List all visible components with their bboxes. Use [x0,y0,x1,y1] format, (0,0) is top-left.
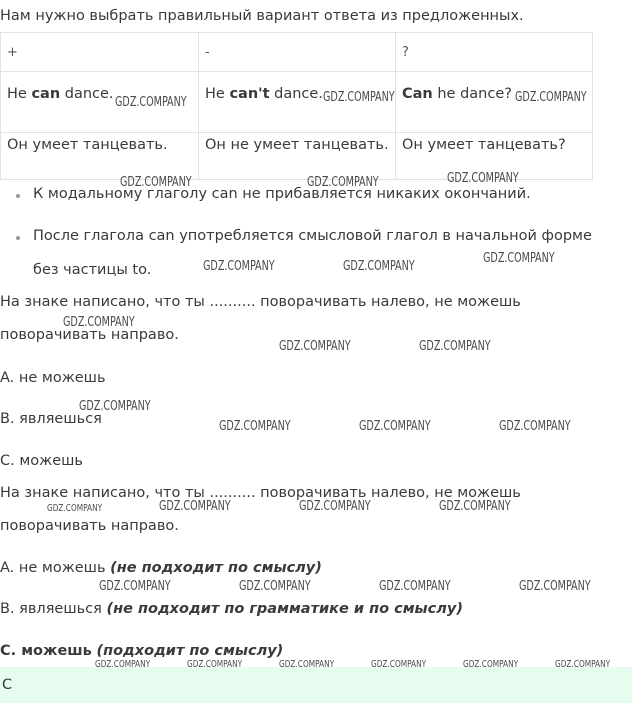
question-1-line-2: поворачивать направо. [0,327,179,343]
watermark: GDZ.COMPANY [307,175,379,190]
answer-box [0,667,632,703]
watermark: GDZ.COMPANY [279,659,335,670]
watermark: GDZ.COMPANY [99,579,171,594]
watermark: GDZ.COMPANY [343,259,415,274]
watermark: GDZ.COMPANY [239,579,311,594]
cell-question-en: Can he dance? [396,72,593,133]
question-1-option-a: A. не можешь [0,370,106,386]
answer-option-b: B. являешься (не подходит по грамматике и по смыслу) [0,601,463,617]
can-table [0,32,593,180]
watermark: GDZ.COMPANY [47,503,103,514]
watermark: GDZ.COMPANY [359,419,431,434]
answer-option-c: C. можешь (подходит по смыслу) [0,643,284,659]
watermark: GDZ.COMPANY [519,579,591,594]
watermark: GDZ.COMPANY [439,499,511,514]
watermark: GDZ.COMPANY [483,251,555,266]
watermark: GDZ.COMPANY [63,315,135,330]
watermark: GDZ.COMPANY [463,659,519,670]
watermark: GDZ.COMPANY [159,499,231,514]
watermark: GDZ.COMPANY [203,259,275,274]
answer-value: C [2,677,13,693]
cell-negative-ru: Он не умеет танцевать. [199,133,396,180]
watermark: GDZ.COMPANY [187,659,243,670]
watermark: GDZ.COMPANY [115,95,187,110]
col-header-question: ? [396,33,593,72]
bullet-item: После глагола can употребляется смысловой глагол в начальной форме [18,228,577,244]
watermark: GDZ.COMPANY [555,659,611,670]
watermark: GDZ.COMPANY [95,659,151,670]
watermark: GDZ.COMPANY [120,175,192,190]
cell-question-ru: Он умеет танцевать? [396,133,593,180]
intro-text: Нам нужно выбрать правильный вариант ответа из предложенных. [0,8,524,24]
watermark: GDZ.COMPANY [515,90,587,105]
cell-affirmative-ru: Он умеет танцевать. [1,133,199,180]
col-header-plus: + [1,33,199,72]
answer-option-a: A. не можешь (не подходит по смыслу) [0,560,322,576]
question-1-option-c: C. можешь [0,453,83,469]
watermark: GDZ.COMPANY [219,419,291,434]
question-1-line-1: На знаке написано, что ты .......... поворачивать налево, не можешь [0,294,521,310]
bullet-continuation: без частицы to. [33,262,152,278]
cell-negative-en: He can't dance. [199,72,396,133]
cell-affirmative-en: He can dance. [1,72,199,133]
bullet-item: К модальному глаголу can не прибавляется никаких окончаний. [18,186,516,202]
watermark: GDZ.COMPANY [79,399,151,414]
question-1-option-b: B. являешься [0,411,102,427]
question-2-line-2: поворачивать направо. [0,518,179,534]
watermark: GDZ.COMPANY [499,419,571,434]
watermark: GDZ.COMPANY [371,659,427,670]
watermark: GDZ.COMPANY [419,339,491,354]
question-2-line-1: На знаке написано, что ты .......... поворачивать налево, не можешь [0,485,521,501]
watermark: GDZ.COMPANY [323,90,395,105]
watermark: GDZ.COMPANY [279,339,351,354]
col-header-minus: - [199,33,396,72]
watermark: GDZ.COMPANY [447,171,519,186]
watermark: GDZ.COMPANY [379,579,451,594]
watermark: GDZ.COMPANY [299,499,371,514]
